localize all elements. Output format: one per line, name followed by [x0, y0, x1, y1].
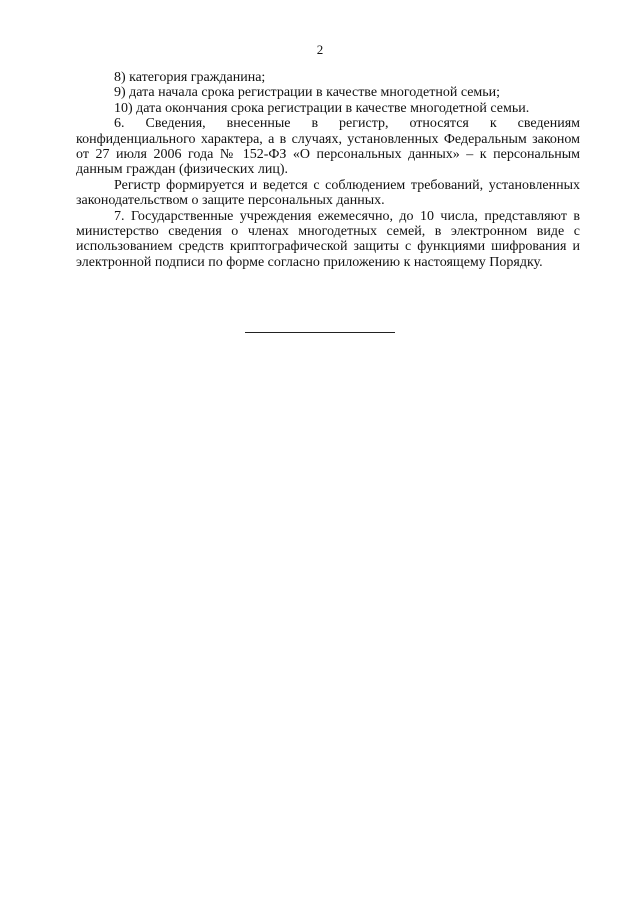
paragraph-7: 7. Государственные учреждения ежемесячно, до 10 числа, представляют в министерство сведения о членах многодетных семей, в электронном виде с использованием средств криптографической защиты с функциями шифрования и электронной подписи по форме согласно приложению к настоящему Порядку.	[76, 208, 580, 270]
paragraph-6: 6. Сведения, внесенные в регистр, относятся к сведениям конфиденциального характера, а в случаях, установленных Федеральным законом от 27 июля 2006 года № 152-ФЗ «О персональных данных» – к персональным данным граждан (физических лиц).	[76, 116, 580, 178]
list-item-10: 10) дата окончания срока регистрации в качестве многодетной семьи.	[114, 100, 530, 116]
closing-divider	[245, 332, 395, 333]
paragraph-registry: Регистр формируется и ведется с соблюдением требований, установленных законодательством о защите персональных данных.	[76, 177, 580, 209]
document-body	[76, 70, 580, 270]
list-item-9: 9) дата начала срока регистрации в качестве многодетной семьи;	[114, 85, 501, 101]
list-item-8: 8) категория гражданина;	[114, 70, 266, 85]
page-number: 2	[316, 42, 324, 57]
